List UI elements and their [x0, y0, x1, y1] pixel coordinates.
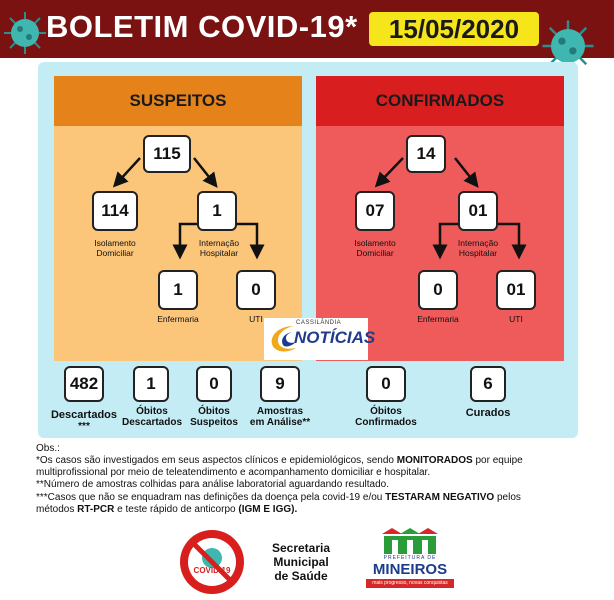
covid-seal-text: COVID-19 — [193, 566, 231, 575]
curados-label: Curados — [465, 407, 511, 419]
virus-icon — [2, 10, 48, 56]
amostras-value: 9 — [260, 366, 300, 402]
mineiros-slogan: mais progresso, novas conquistas — [366, 579, 454, 588]
suspeitos-isolamento: 114 — [92, 191, 138, 231]
suspeitos-title: SUSPEITOS — [54, 76, 302, 126]
mineiros-prefeitura-text: PREFEITURA DE — [383, 555, 437, 561]
confirmados-uti-label: UTI — [509, 314, 523, 324]
confirmados-isolamento: 07 — [355, 191, 395, 231]
covid-seal-icon — [178, 528, 246, 596]
suspeitos-enfermaria: 1 — [158, 270, 198, 310]
obitos-descartados-value: 1 — [133, 366, 169, 402]
confirmados-isolamento-label: Isolamento Domiciliar — [354, 238, 396, 258]
obitos-confirmados-label-1: Óbitos — [370, 406, 402, 417]
obitos-suspeitos-value: 0 — [196, 366, 232, 402]
descartados-mark: *** — [78, 421, 90, 432]
descartados-label: Descartados — [50, 409, 118, 421]
secretaria-line-3: de Saúde — [274, 569, 328, 583]
obs-line-1: *Os casos são investigados em seus aspectos clínicos e epidemiológicos, sendo MONITORADOS por equipe — [36, 455, 523, 466]
amostras-label-2: em Análise** — [249, 417, 311, 428]
obitos-descartados-label-2: Descartados — [121, 417, 183, 428]
page-title: BOLETIM COVID-19* — [46, 9, 358, 44]
suspeitos-uti: 0 — [236, 270, 276, 310]
obs-heading: Obs.: — [36, 443, 60, 454]
confirmados-internacao-label: Internação Hospitalar — [457, 238, 499, 258]
confirmados-title: CONFIRMADOS — [316, 76, 564, 126]
suspeitos-total: 115 — [143, 135, 191, 173]
suspeitos-uti-label: UTI — [249, 314, 263, 324]
secretaria-line-1: Secretaria — [271, 541, 331, 555]
obitos-confirmados-label-2: Confirmados — [355, 417, 417, 428]
news-logo-text: NOTÍCIAS — [294, 328, 376, 347]
obs-line-5: métodos RT-PCR e teste rápido de anticorpo (IGM E IGG). — [36, 504, 298, 515]
obs-line-2: multiprofissional por meio de teleatendimento e acompanhamento domiciliar e hospitalar. — [36, 467, 431, 478]
obitos-descartados-label-1: Óbitos — [136, 406, 168, 417]
confirmados-enfermaria-label: Enfermaria — [417, 314, 459, 324]
curados-value: 6 — [470, 366, 506, 402]
suspeitos-internacao-label: Internação Hospitalar — [198, 238, 240, 258]
confirmados-internacao: 01 — [458, 191, 498, 231]
obitos-suspeitos-label-1: Óbitos — [198, 406, 230, 417]
secretaria-text — [261, 541, 341, 583]
mineiros-name: MINEIROS — [372, 561, 448, 578]
suspeitos-isolamento-label: Isolamento Domiciliar — [94, 238, 136, 258]
news-logo-small-text: CASSILÂNDIA — [296, 320, 342, 326]
suspeitos-enfermaria-label: Enfermaria — [157, 314, 199, 324]
confirmados-total: 14 — [406, 135, 446, 173]
secretaria-line-2: Municipal — [273, 555, 329, 569]
obs-line-3: **Número de amostras colhidas para análise laboratorial aguardando resultado. — [36, 479, 389, 490]
confirmados-uti: 01 — [496, 270, 536, 310]
date-badge: 15/05/2020 — [369, 12, 539, 46]
obitos-confirmados-value: 0 — [366, 366, 406, 402]
suspeitos-internacao: 1 — [197, 191, 237, 231]
amostras-label-1: Amostras — [256, 406, 304, 417]
obs-line-4: ***Casos que não se enquadram nas definições da doença pela covid-19 e/ou TESTARAM NEGATIVO pelos — [36, 492, 521, 503]
confirmados-enfermaria: 0 — [418, 270, 458, 310]
obitos-suspeitos-label-2: Suspeitos — [190, 417, 238, 428]
descartados-value: 482 — [64, 366, 104, 402]
